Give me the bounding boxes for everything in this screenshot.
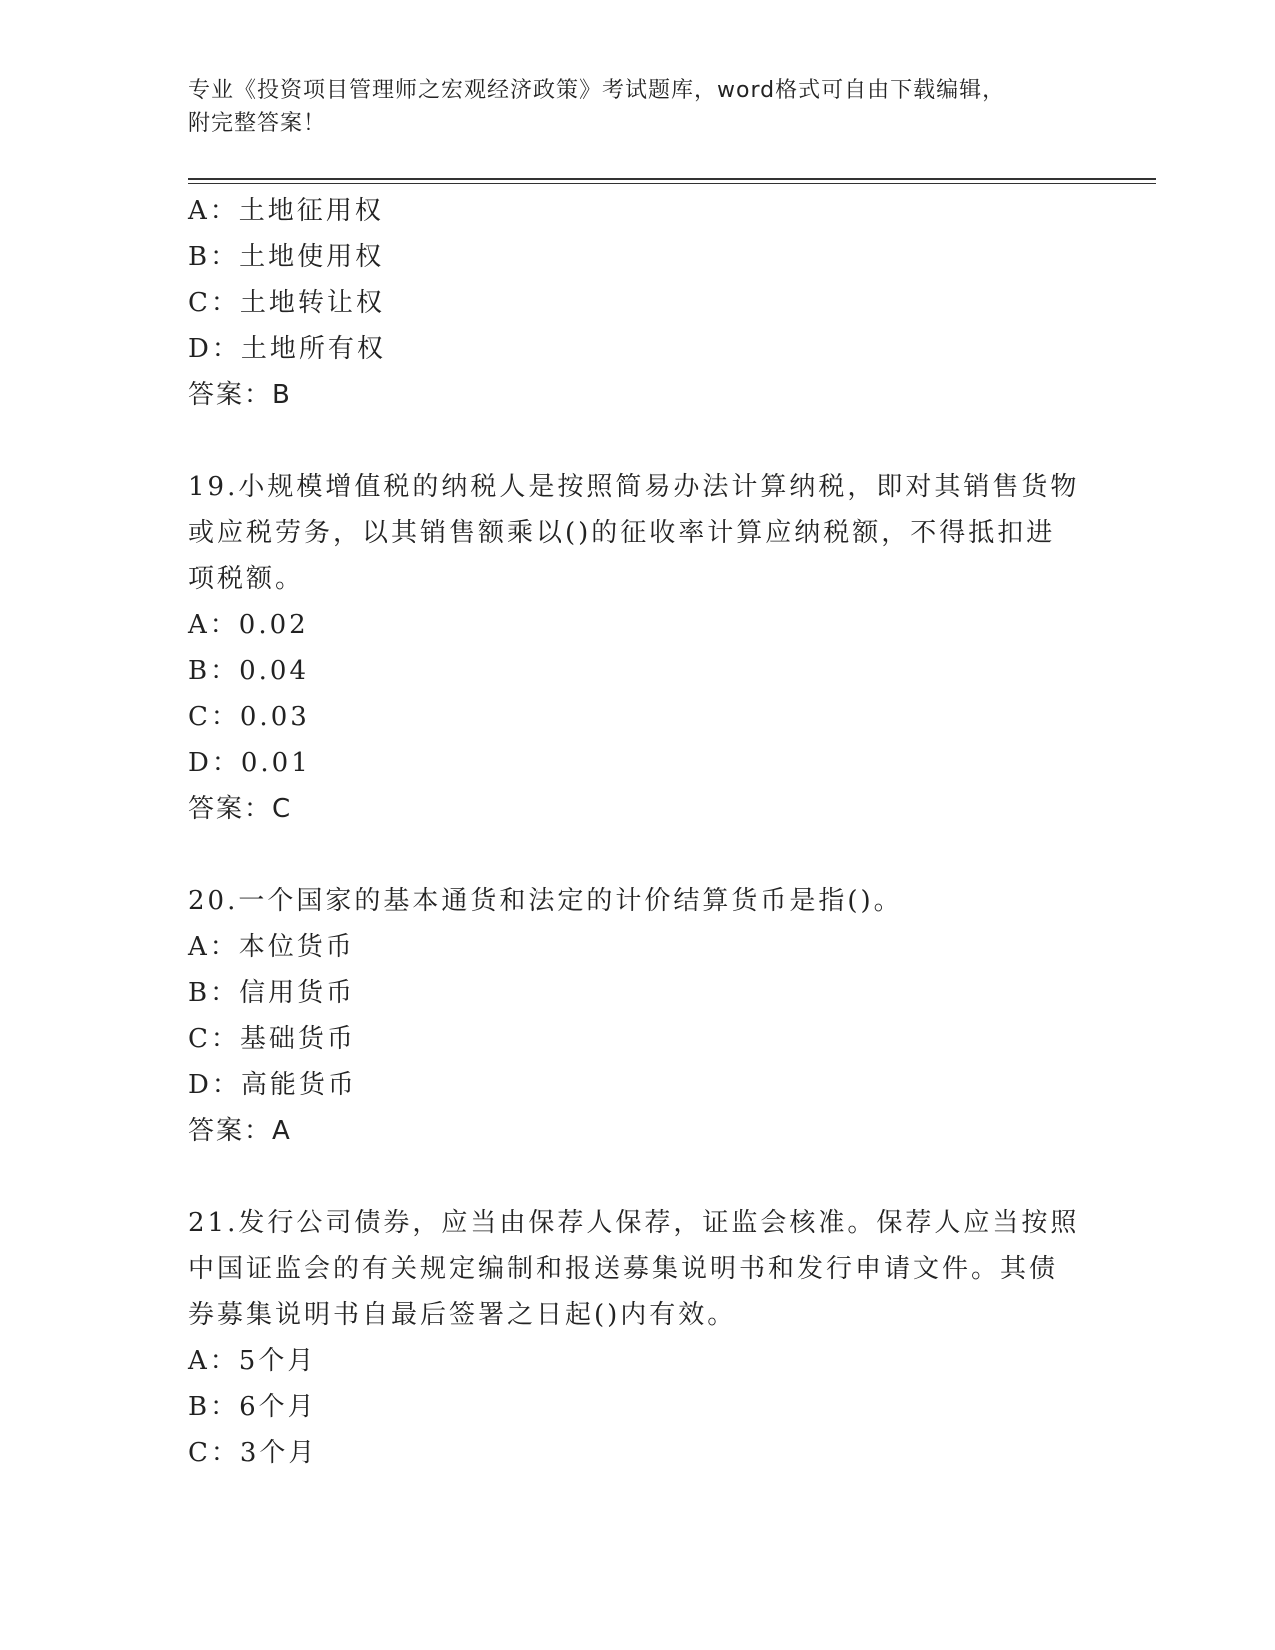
question-list xyxy=(188,188,1088,1476)
option-b: B：土地使用权 xyxy=(188,242,385,272)
question-text-line: 20.一个国家的基本通货和法定的计价结算货币是指()。 xyxy=(188,886,903,916)
header-line-2: 附完整答案！ xyxy=(188,111,327,136)
option-a: A：土地征用权 xyxy=(188,196,384,226)
option-c: C：3个月 xyxy=(188,1438,318,1468)
option-a: A：0.02 xyxy=(188,610,309,640)
question-text-line: 21.发行公司债券，应当由保荐人保荐，证监会核准。保荐人应当按照 xyxy=(188,1208,1080,1238)
question-text-line: 或应税劳务，以其销售额乘以()的征收率计算应纳税额，不得抵扣进 xyxy=(188,518,1056,548)
question-21 xyxy=(188,1200,1088,1476)
question-18-continued xyxy=(188,188,1088,418)
answer: 答案：A xyxy=(188,1116,292,1146)
question-text-line: 券募集说明书自最后签署之日起()内有效。 xyxy=(188,1300,737,1330)
option-b: B：6个月 xyxy=(188,1392,317,1422)
option-b: B：0.04 xyxy=(188,656,309,686)
header-line-1: 专业《投资项目管理师之宏观经济政策》考试题库，word格式可自由下载编辑， xyxy=(188,78,1006,103)
question-text-line: 19.小规模增值税的纳税人是按照简易办法计算纳税，即对其销售货物 xyxy=(188,472,1080,502)
answer: 答案：B xyxy=(188,380,292,410)
option-c: C：基础货币 xyxy=(188,1024,356,1054)
question-spacer xyxy=(188,1154,1088,1200)
option-d: D：高能货币 xyxy=(188,1070,357,1100)
document-header xyxy=(188,74,1088,140)
option-d: D：土地所有权 xyxy=(188,334,386,364)
option-c: C：土地转让权 xyxy=(188,288,385,318)
option-c: C：0.03 xyxy=(188,702,310,732)
header-divider-thin xyxy=(188,183,1156,184)
option-a: A：5个月 xyxy=(188,1346,317,1376)
option-d: D：0.01 xyxy=(188,748,311,778)
question-spacer xyxy=(188,832,1088,878)
header-divider-thick xyxy=(188,178,1156,180)
question-spacer xyxy=(188,418,1088,464)
question-19 xyxy=(188,464,1088,832)
answer: 答案：C xyxy=(188,794,293,824)
option-b: B：信用货币 xyxy=(188,978,356,1008)
option-a: A：本位货币 xyxy=(188,932,355,962)
question-text-line: 项税额。 xyxy=(188,564,305,594)
question-20 xyxy=(188,878,1088,1154)
question-text-line: 中国证监会的有关规定编制和报送募集说明书和发行申请文件。其债 xyxy=(188,1254,1059,1284)
